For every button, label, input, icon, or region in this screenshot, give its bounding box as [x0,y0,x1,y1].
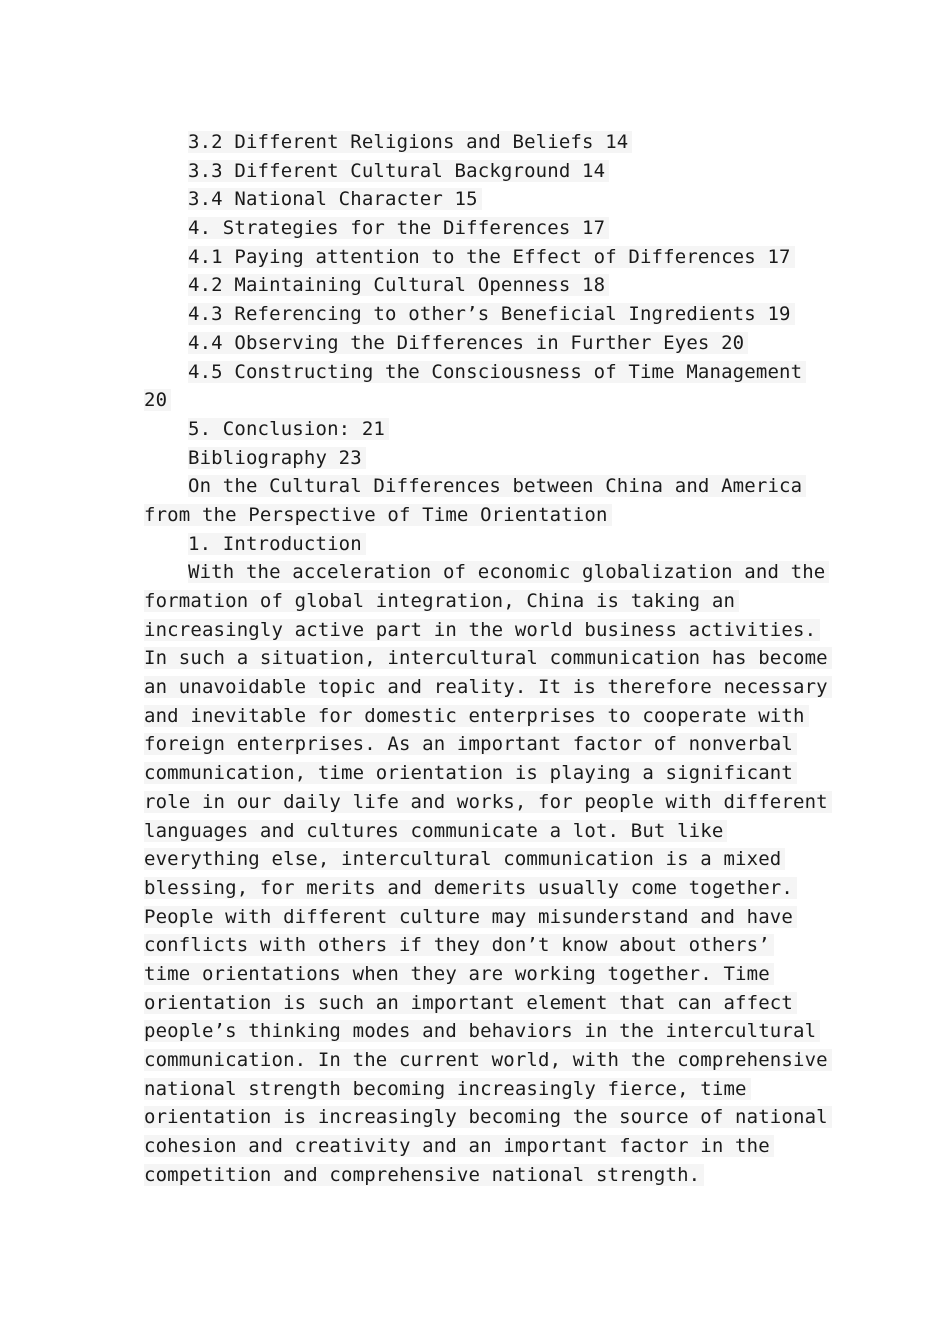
paper-title-line: On the Cultural Differences between China and America [144,472,816,501]
paragraph-line: an unavoidable topic and reality. It is therefore necessary [144,673,816,702]
paragraph-line: People with different culture may misunderstand and have [144,903,816,932]
toc-entry-wrapped: 4.5 Constructing the Consciousness of Time Management [144,358,816,387]
toc-entry: 4.2 Maintaining Cultural Openness 18 [144,271,816,300]
paper-title-line: from the Perspective of Time Orientation [144,501,816,530]
table-of-contents [144,128,816,472]
paragraph-line: With the acceleration of economic globalization and the [144,558,816,587]
toc-entry-wrapped-page: 20 [144,386,816,415]
toc-entry: 3.2 Different Religions and Beliefs 14 [144,128,816,157]
paper-title [144,472,816,529]
toc-entry: 3.3 Different Cultural Background 14 [144,157,816,186]
paragraph-line: national strength becoming increasingly fierce, time [144,1075,816,1104]
paragraph-line: people’s thinking modes and behaviors in the intercultural [144,1017,816,1046]
toc-entry: Bibliography 23 [144,444,816,473]
toc-entry: 4. Strategies for the Differences 17 [144,214,816,243]
paragraph-line: everything else, intercultural communication is a mixed [144,845,816,874]
paragraph-line: blessing, for merits and demerits usually come together. [144,874,816,903]
paragraph-line: communication, time orientation is playing a significant [144,759,816,788]
toc-entry: 4.4 Observing the Differences in Further Eyes 20 [144,329,816,358]
paragraph-line: formation of global integration, China is taking an [144,587,816,616]
toc-entry: 3.4 National Character 15 [144,185,816,214]
paragraph-line: In such a situation, intercultural communication has become [144,644,816,673]
paragraph-line: time orientations when they are working together. Time [144,960,816,989]
toc-entry: 4.3 Referencing to other’s Beneficial Ingredients 19 [144,300,816,329]
paragraph-line: role in our daily life and works, for people with different [144,788,816,817]
paragraph-line: orientation is such an important element that can affect [144,989,816,1018]
toc-entry: 5. Conclusion: 21 [144,415,816,444]
paragraph-line: conflicts with others if they don’t know about others’ [144,931,816,960]
paragraph-line: competition and comprehensive national strength. [144,1161,816,1190]
intro-paragraph [144,558,828,1189]
toc-entry: 4.1 Paying attention to the Effect of Differences 17 [144,243,816,272]
paragraph-line: orientation is increasingly becoming the source of national [144,1103,816,1132]
paragraph-line: and inevitable for domestic enterprises to cooperate with [144,702,816,731]
paragraph-line: foreign enterprises. As an important factor of nonverbal [144,730,816,759]
paragraph-line: increasingly active part in the world business activities. [144,616,816,645]
paragraph-line: communication. In the current world, with the comprehensive [144,1046,816,1075]
document-body [144,128,828,1189]
section-heading: 1. Introduction [144,530,816,559]
paragraph-line: languages and cultures communicate a lot. But like [144,817,816,846]
paragraph-line: cohesion and creativity and an important factor in the [144,1132,816,1161]
